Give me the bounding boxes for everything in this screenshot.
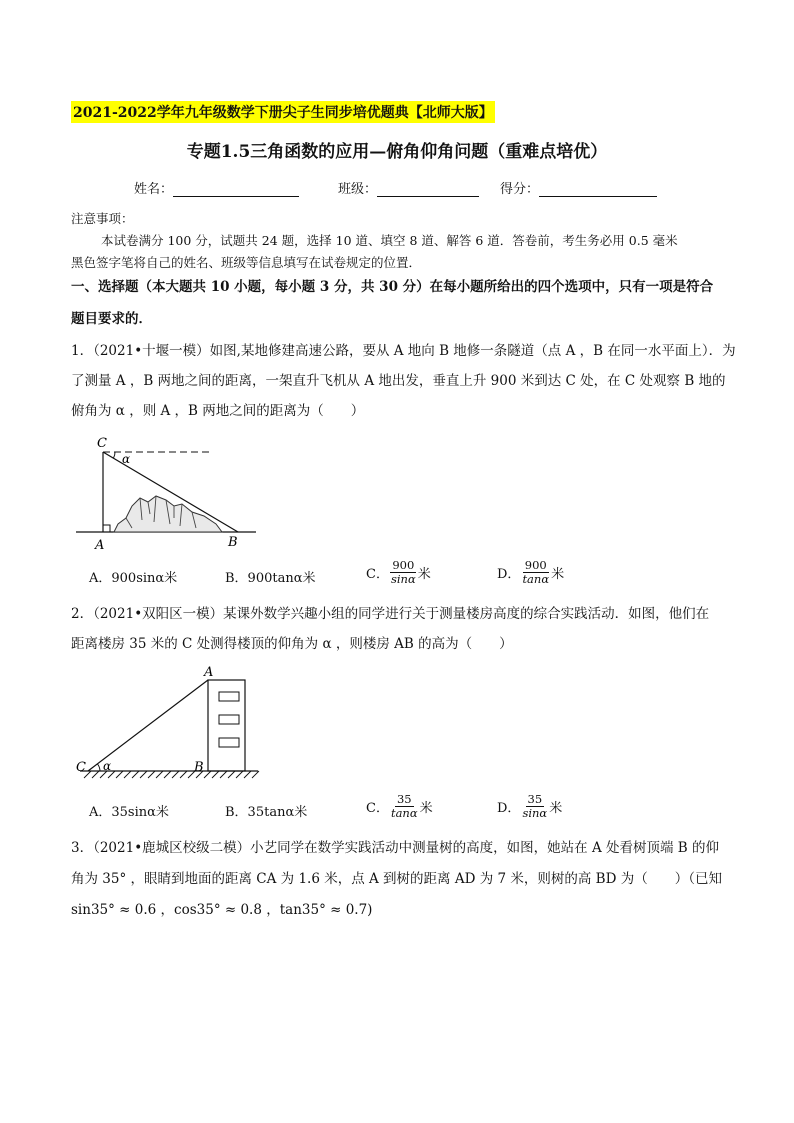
q2-option-d-unit: 米: [549, 801, 563, 816]
q2-option-d-label: D．: [497, 801, 521, 816]
q1-option-d-num: 900: [524, 558, 547, 572]
building-window-3: [219, 738, 239, 747]
alpha-label: α: [122, 452, 131, 466]
notice-heading: 注意事项：: [71, 211, 134, 226]
point-b-label: B: [228, 535, 238, 550]
notice-line1: 本试卷满分 100 分，试题共 24 题，选择 10 道、填空 8 道、解答 6 道．答卷前，考生务必用 0.5 毫米: [101, 233, 678, 248]
q2-option-d[interactable]: [497, 793, 562, 820]
right-angle-mark: [103, 525, 110, 532]
name-label: 姓名：: [134, 182, 174, 197]
q2-figure: [70, 664, 270, 782]
q1-option-c-unit: 米: [417, 567, 431, 582]
section-heading-line1: 一、选择题（本大题共 10 小题，每小题 3 分，共 30 分）在每小题所给出的四个选项中，只有一项是符合: [71, 279, 714, 295]
q2-option-a[interactable]: A．35sinα米: [89, 805, 169, 820]
building-window-1: [219, 692, 239, 701]
q2-option-c-label: C．: [366, 801, 389, 816]
q1-option-d-label: D．: [497, 567, 521, 582]
q1-option-c-fraction: [389, 559, 418, 586]
q1-option-d[interactable]: [497, 559, 564, 586]
q1-line3: 俯角为 α ，则 A ，B 两地之间的距离为（ ）: [71, 403, 365, 419]
alpha-label: α: [103, 759, 112, 773]
class-blank[interactable]: [377, 182, 479, 197]
q1-line1: 1．（2021•十堰一模）如图,某地修建高速公路，要从 A 地向 B 地修一条隧道（点 A ，B 在同一水平面上）．为: [71, 343, 736, 359]
q1-line2: 了测量 A ，B 两地之间的距离，一架直升飞机从 A 地出发，垂直上升 900 米到达 C 处，在 C 处观察 B 地的: [71, 373, 726, 389]
building-window-2: [219, 715, 239, 724]
line-ca: [88, 680, 208, 771]
q2-option-d-num: 35: [527, 792, 543, 806]
notice-line2: 黑色签字笔将自己的姓名、班级等信息填写在试卷规定的位置．: [71, 255, 422, 270]
q2-option-d-den: sinα: [522, 806, 548, 820]
point-a-label: A: [204, 665, 214, 680]
page-title: 专题1.5三角函数的应用—俯角仰角问题（重难点培优）: [186, 142, 608, 162]
q2-option-c-fraction: [389, 793, 420, 820]
q2-line1: 2．（2021•双阳区一模）某课外数学兴趣小组的同学进行关于测量楼房高度的综合实践活动．如图，他们在: [71, 606, 710, 622]
q1-option-d-den: tanα: [522, 572, 550, 586]
q1-option-d-fraction: [520, 559, 551, 586]
q2-option-c-den: tanα: [390, 806, 418, 820]
q1-option-c-den: sinα: [390, 572, 416, 586]
name-field[interactable]: [134, 178, 299, 197]
score-field[interactable]: [500, 178, 657, 197]
point-a-label: A: [95, 538, 105, 553]
q2-option-c[interactable]: [366, 793, 433, 820]
section-heading-line2: 题目要求的．: [71, 311, 152, 327]
q2-option-c-num: 35: [396, 792, 412, 806]
point-c-label: C: [76, 760, 86, 775]
point-b-label: B: [194, 760, 204, 775]
q3-line1: 3．（2021•鹿城区校级二模）小艺同学在数学实践活动中测量树的高度，如图，她站在 A 处看树顶端 B 的仰: [71, 840, 719, 856]
q3-line3: sin35° ≈ 0.6 ，cos35° ≈ 0.8 ，tan35° ≈ 0.7): [71, 902, 373, 918]
q2-option-d-fraction: [520, 793, 549, 820]
q2-option-b[interactable]: B．35tanα米: [225, 805, 308, 820]
name-blank[interactable]: [173, 182, 299, 197]
series-banner: 2021-2022学年九年级数学下册尖子生同步培优题典【北师大版】: [71, 101, 495, 123]
q1-figure: [70, 432, 270, 556]
score-label: 得分：: [500, 182, 540, 197]
q1-option-b[interactable]: B．900tanα米: [225, 571, 316, 586]
q3-line2: 角为 35° ，眼睛到地面的距离 CA 为 1.6 米，点 A 到树的距离 AD 为 7 米，则树的高 BD 为（ ）（已知: [71, 871, 722, 887]
point-c-label: C: [97, 436, 107, 451]
q2-option-c-unit: 米: [419, 801, 433, 816]
q1-option-d-unit: 米: [551, 567, 565, 582]
q1-option-c[interactable]: [366, 559, 431, 586]
angle-arc: [98, 764, 101, 771]
class-label: 班级：: [338, 182, 378, 197]
q1-option-c-label: C．: [366, 567, 389, 582]
class-field[interactable]: [338, 178, 479, 197]
q1-option-a[interactable]: A．900sinα米: [89, 571, 178, 586]
q2-line2: 距离楼房 35 米的 C 处测得楼顶的仰角为 α ，则楼房 AB 的高为（ ）: [71, 636, 513, 652]
score-blank[interactable]: [539, 182, 657, 197]
angle-arc: [114, 452, 116, 458]
q1-option-c-num: 900: [392, 558, 415, 572]
